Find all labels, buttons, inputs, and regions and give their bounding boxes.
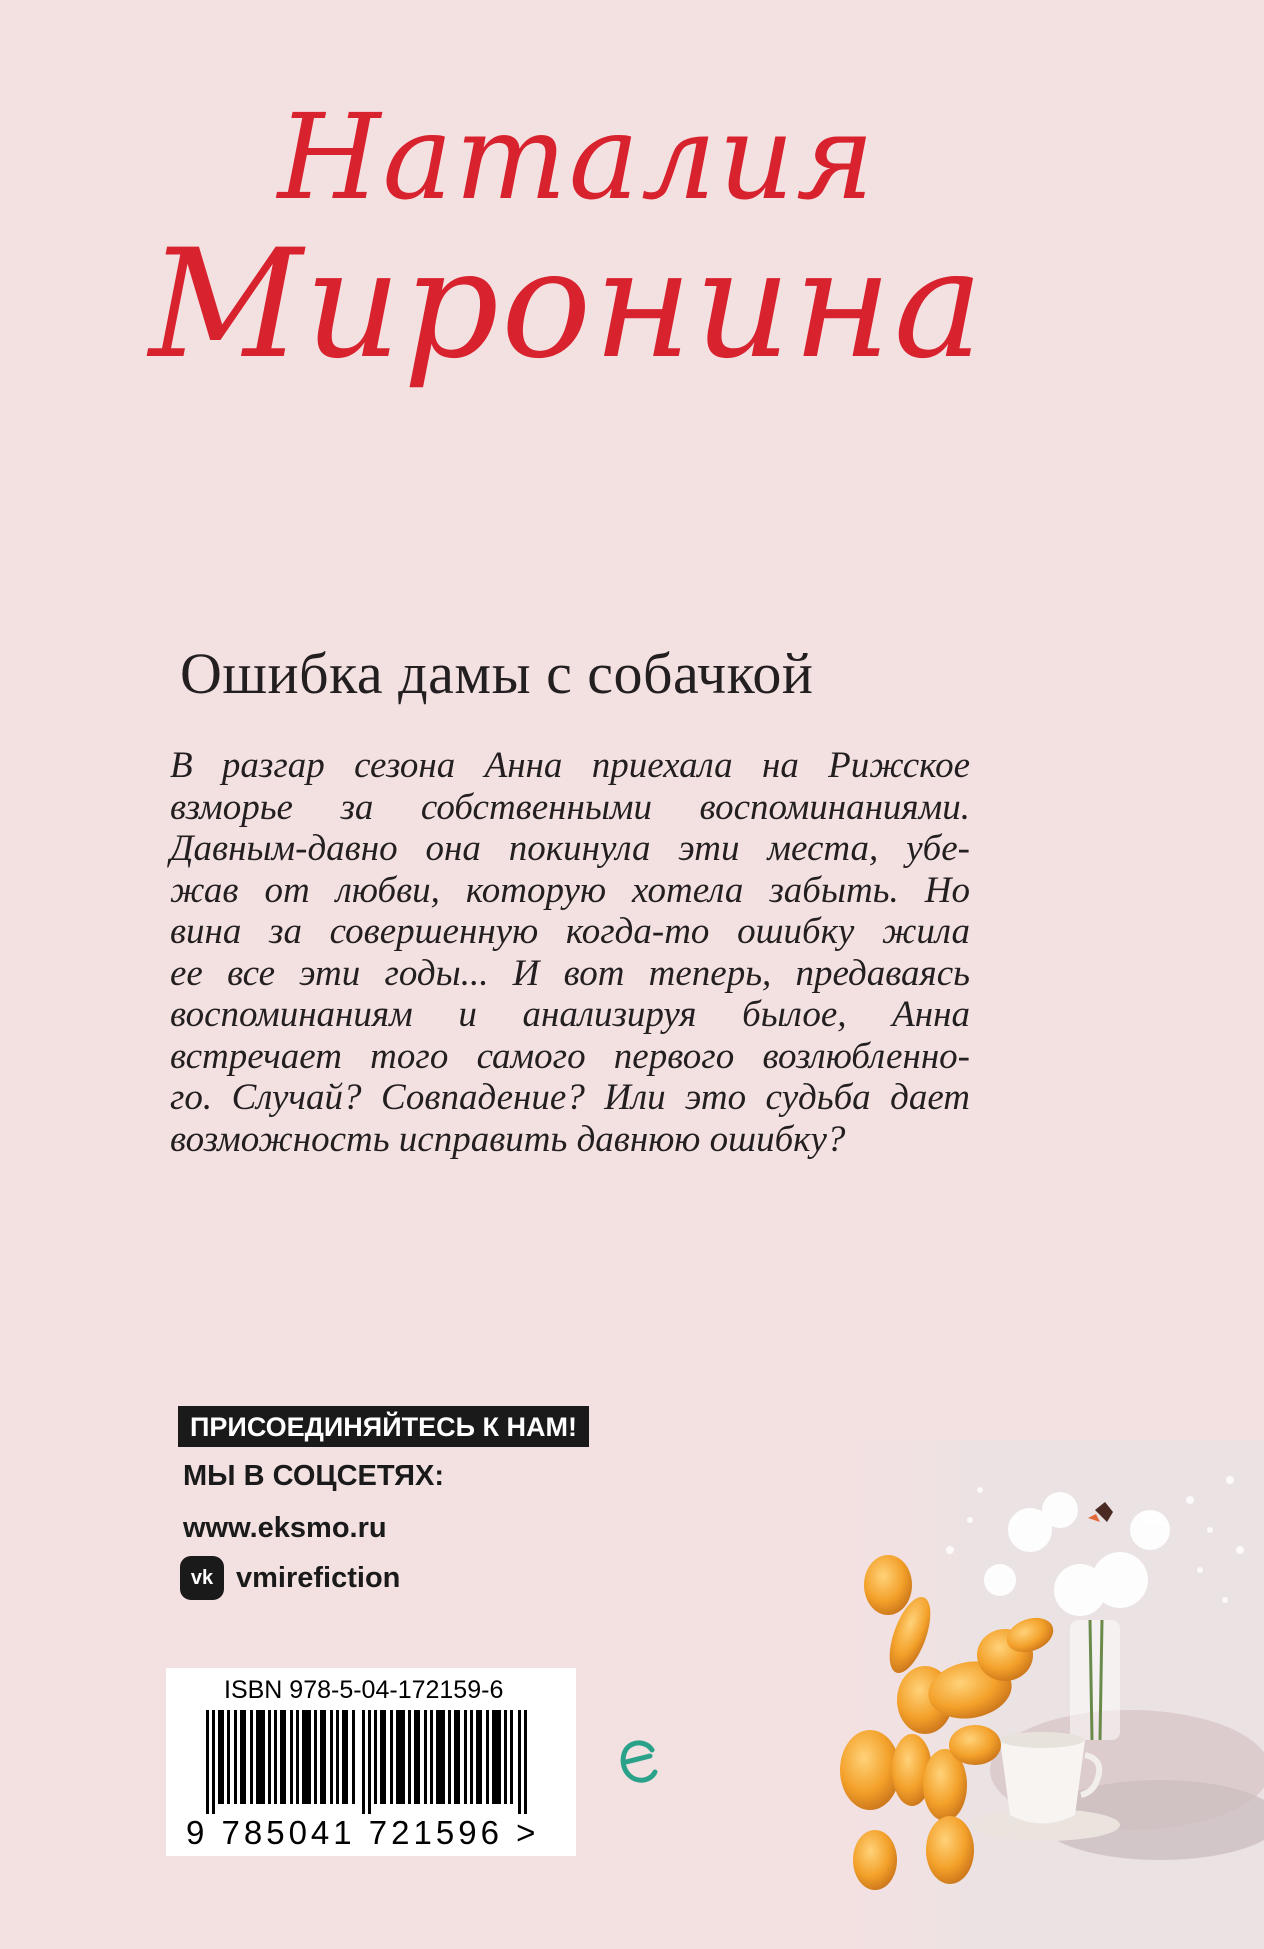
annotation-line: возможность исправить давнюю ошибку? [170,1118,846,1160]
vk-link[interactable] [180,1556,400,1600]
still-life-photo [830,1440,1264,1949]
annotation-line: воспоминаниям и анализируя былое, Анна [170,994,970,1035]
annotation-line: го. Случай? Совпадение? Или это судьба дает [170,1077,970,1118]
author-last-name: Миронина [148,218,986,392]
book-title: Ошибка дамы с собачкой [180,641,814,706]
join-us-badge: ПРИСОЕДИНЯЙТЕСЬ К НАМ! [178,1406,589,1447]
annotation-line: вина за совершенную когда-то ошибку жила [170,911,970,952]
website-link[interactable]: www.eksmo.ru [183,1512,387,1544]
publisher-logo-icon [616,1736,660,1788]
annotation-line: встречает того самого первого возлюбленно- [170,1035,970,1077]
vk-handle: vmirefiction [236,1561,401,1594]
isbn-text: ISBN 978-5-04-172159-6 [224,1676,504,1704]
annotation-line: жав от любви, которую хотела забыть. Но [170,869,970,911]
annotation-line: взморье за собственными воспоминаниями. [170,786,970,828]
barcode-bars [206,1710,536,1814]
barcode [166,1668,576,1856]
social-networks-label: МЫ В СОЦСЕТЯХ: [183,1460,445,1492]
annotation [170,745,970,1160]
annotation-line: ее все эти годы... И вот теперь, предаваясь [170,952,970,994]
vk-icon: vk [180,1556,224,1600]
annotation-line: В разгар сезона Анна приехала на Рижское [170,745,970,786]
annotation-line: Давным-давно она покинула эти места, убе- [170,828,970,869]
author-first-name: Наталия [277,88,877,226]
barcode-digits: 9 785041 721596 > [186,1814,540,1851]
